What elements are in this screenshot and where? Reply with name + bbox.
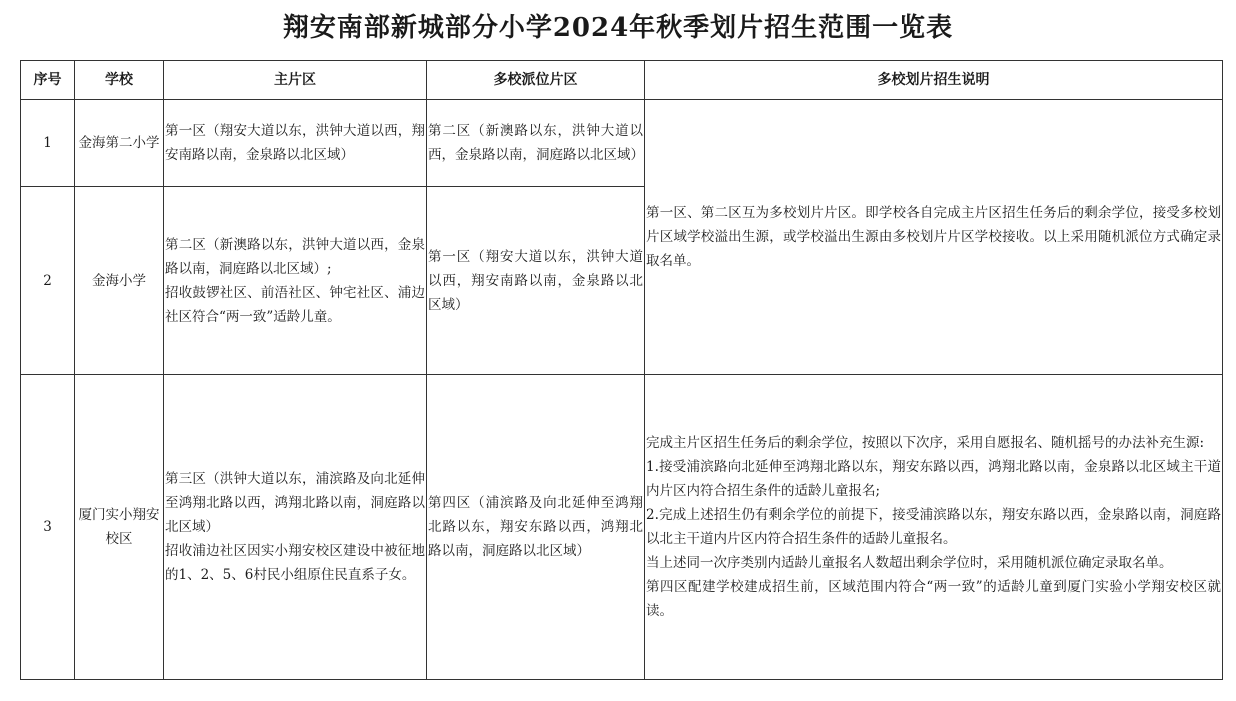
row-number: 2 xyxy=(21,187,75,375)
note-cell xyxy=(645,375,1223,680)
main-zone-cell xyxy=(164,187,427,375)
page-title: 翔安南部新城部分小学2024年秋季划片招生范围一览表 xyxy=(282,13,954,43)
enrollment-zone-table xyxy=(20,60,1223,680)
header-multi-zone: 多校派位片区 xyxy=(427,61,645,100)
main-zone-text: 招收鼓锣社区、前浯社区、钟宅社区、浦边社区符合“两一致”适龄儿童。 xyxy=(165,284,425,325)
main-zone-text: 第一区（翔安大道以东，洪钟大道以西，翔安南路以南，金泉路以北区域） xyxy=(165,123,425,163)
main-zone-cell xyxy=(164,375,427,680)
main-zone-cell xyxy=(164,100,427,187)
table-row xyxy=(21,100,1223,187)
main-zone-text: 第三区（洪钟大道以东，浦滨路及向北延伸至鸿翔北路以西，鸿翔北路以南，洞庭路以北区域） xyxy=(165,471,425,535)
note-paragraph: 完成主片区招生任务后的剩余学位，按照以下次序，采用自愿报名、随机摇号的办法补充生源: xyxy=(646,435,1205,451)
header-school: 学校 xyxy=(75,61,164,100)
table-header-row xyxy=(21,61,1223,100)
shared-note-cell: 第一区、第二区互为多校划片片区。即学校各自完成主片区招生任务后的剩余学位，接受多校划片区域学校溢出生源，或学校溢出生源由多校划片片区学校接收。以上采用随机派位方式确定录取名单。 xyxy=(645,100,1223,375)
main-zone-text: 招收浦边社区因实小翔安校区建设中被征地的1、2、5、6村民小组原住民直系子女。 xyxy=(165,543,425,583)
note-paragraph: 2.完成上述招生仍有剩余学位的前提下，接受浦滨路以东，翔安东路以西，金泉路以南，洞庭路以北主干道内片区内符合招生条件的适龄儿童报名。 xyxy=(646,507,1221,547)
school-name: 厦门实小翔安校区 xyxy=(75,375,164,680)
main-zone-text: 第二区（新澳路以东，洪钟大道以西，金泉路以南，洞庭路以北区域）; xyxy=(165,236,425,277)
multi-zone-cell: 第二区（新澳路以东，洪钟大道以西，金泉路以南，洞庭路以北区域） xyxy=(427,100,645,187)
multi-zone-cell: 第四区（浦滨路及向北延伸至鸿翔北路以东，翔安东路以西，鸿翔北路以南，洞庭路以北区域） xyxy=(427,375,645,680)
table-row xyxy=(21,375,1223,680)
row-number: 3 xyxy=(21,375,75,680)
multi-zone-cell: 第一区（翔安大道以东，洪钟大道以西，翔安南路以南，金泉路以北区域） xyxy=(427,187,645,375)
note-paragraph: 1.接受浦滨路向北延伸至鸿翔北路以东，翔安东路以西，鸿翔北路以南，金泉路以北区域主干道内片区内符合招生条件的适龄儿童报名; xyxy=(646,459,1221,499)
header-main-zone: 主片区 xyxy=(164,61,427,100)
note-paragraph: 第四区配建学校建成招生前，区域范围内符合“两一致”的适龄儿童到厦门实验小学翔安校区就读。 xyxy=(646,579,1221,619)
header-no: 序号 xyxy=(21,61,75,100)
header-note: 多校划片招生说明 xyxy=(645,61,1223,100)
note-paragraph: 当上述同一次序类别内适龄儿童报名人数超出剩余学位时，采用随机派位确定录取名单。 xyxy=(646,555,1173,571)
row-number: 1 xyxy=(21,100,75,187)
school-name: 金海小学 xyxy=(75,187,164,375)
school-name: 金海第二小学 xyxy=(75,100,164,187)
